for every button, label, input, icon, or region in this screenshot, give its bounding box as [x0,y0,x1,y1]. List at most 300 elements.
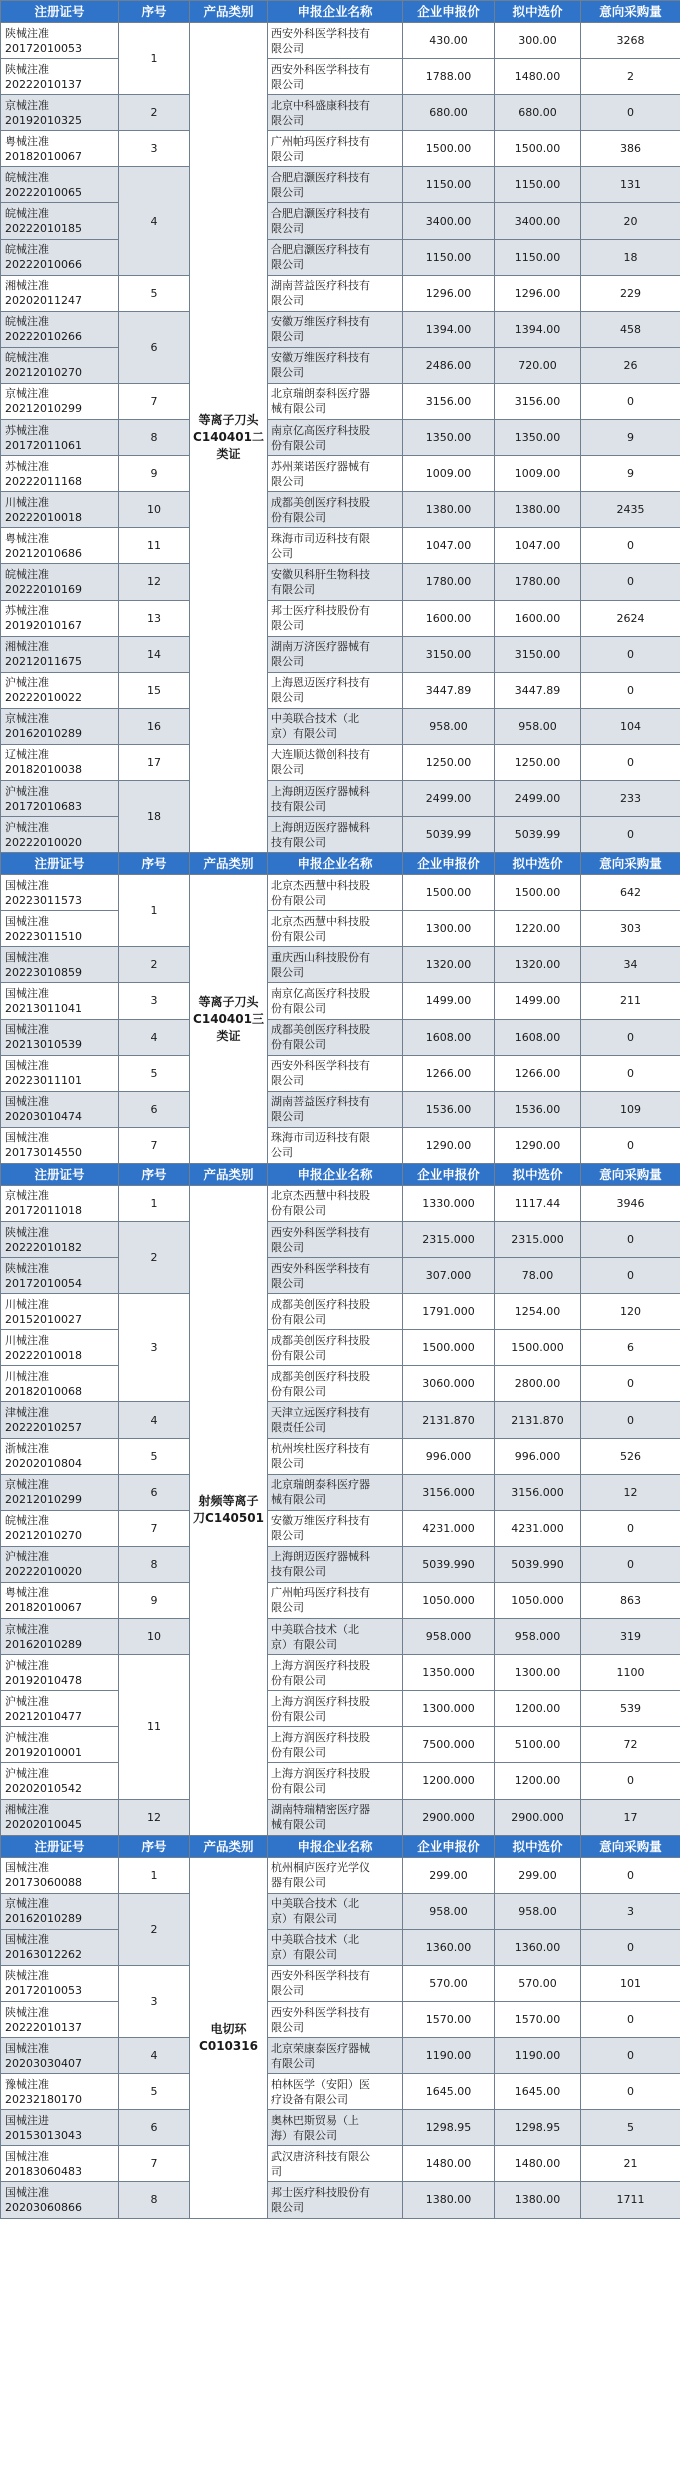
declared-price-cell: 1380.00 [403,492,495,528]
purchase-volume-cell: 109 [581,1091,680,1127]
table-row [1,744,680,780]
selected-price-cell: 1190.00 [495,2038,581,2074]
column-header: 拟中选价 [495,1,581,23]
purchase-volume-cell: 5 [581,2110,680,2146]
table-row [1,1330,680,1366]
purchase-volume-cell: 0 [581,1055,680,1091]
table-row [1,2038,680,2074]
selected-price-cell: 1250.00 [495,744,581,780]
purchase-volume-cell: 458 [581,311,680,347]
purchase-volume-cell: 0 [581,564,680,600]
sequence-cell: 10 [119,492,190,528]
selected-price-cell: 1480.00 [495,59,581,95]
column-header: 意向采购量 [581,1163,680,1185]
company-name-cell: 珠海市司迈科技有限 公司 [268,1127,403,1163]
table-row [1,2146,680,2182]
registration-number-cell: 国械注准 20213010539 [1,1019,119,1055]
purchase-volume-cell: 233 [581,780,680,816]
purchase-volume-cell: 9 [581,420,680,456]
registration-number-cell: 皖械注准 20222010266 [1,311,119,347]
table-row [1,131,680,167]
selected-price-cell: 958.00 [495,708,581,744]
table-row [1,708,680,744]
declared-price-cell: 5039.990 [403,1546,495,1582]
registration-number-cell: 京械注准 20162010289 [1,708,119,744]
company-name-cell: 重庆西山科技股份有 限公司 [268,947,403,983]
purchase-volume-cell: 3946 [581,1185,680,1221]
selected-price-cell: 1380.00 [495,492,581,528]
table-row [1,347,680,383]
selected-price-cell: 1296.00 [495,275,581,311]
declared-price-cell: 307.000 [403,1258,495,1294]
declared-price-cell: 1298.95 [403,2110,495,2146]
registration-number-cell: 国械注准 20223011510 [1,911,119,947]
sequence-cell: 8 [119,2182,190,2218]
registration-number-cell: 国械注准 20163012262 [1,1929,119,1965]
registration-number-cell: 川械注准 20182010068 [1,1366,119,1402]
declared-price-cell: 996.000 [403,1438,495,1474]
header-row [1,1163,680,1185]
declared-price-cell: 299.00 [403,1857,495,1893]
declared-price-cell: 2499.00 [403,780,495,816]
table-row [1,2074,680,2110]
sequence-cell: 5 [119,2074,190,2110]
sequence-cell: 3 [119,1294,190,1402]
table-row [1,1438,680,1474]
column-header: 拟中选价 [495,1163,581,1185]
declared-price-cell: 1608.00 [403,1019,495,1055]
registration-number-cell: 川械注准 20222010018 [1,1330,119,1366]
declared-price-cell: 430.00 [403,23,495,59]
purchase-volume-cell: 17 [581,1799,680,1835]
purchase-volume-cell: 1711 [581,2182,680,2218]
selected-price-cell: 299.00 [495,1857,581,1893]
company-name-cell: 成都美创医疗科技股 份有限公司 [268,1294,403,1330]
registration-number-cell: 皖械注准 20222010169 [1,564,119,600]
table-body [1,1,680,2219]
purchase-volume-cell: 303 [581,911,680,947]
registration-number-cell: 皖械注准 20222010185 [1,203,119,239]
declared-price-cell: 1300.00 [403,911,495,947]
registration-number-cell: 京械注准 20162010289 [1,1893,119,1929]
purchase-volume-cell: 26 [581,347,680,383]
sequence-cell: 11 [119,528,190,564]
sequence-cell: 8 [119,1546,190,1582]
selected-price-cell: 958.000 [495,1619,581,1655]
table-row [1,2001,680,2037]
sequence-cell: 12 [119,564,190,600]
selected-price-cell: 1200.00 [495,1691,581,1727]
registration-number-cell: 辽械注准 20182010038 [1,744,119,780]
declared-price-cell: 1250.00 [403,744,495,780]
selected-price-cell: 1500.00 [495,131,581,167]
declared-price-cell: 5039.99 [403,817,495,853]
company-name-cell: 奥林巴斯贸易（上 海）有限公司 [268,2110,403,2146]
purchase-volume-cell: 20 [581,203,680,239]
company-name-cell: 西安外科医学科技有 限公司 [268,1055,403,1091]
table-row [1,528,680,564]
declared-price-cell: 2900.000 [403,1799,495,1835]
company-name-cell: 湖南特瑞精密医疗器 械有限公司 [268,1799,403,1835]
table-row [1,1691,680,1727]
sequence-cell: 16 [119,708,190,744]
declared-price-cell: 1500.000 [403,1330,495,1366]
selected-price-cell: 3150.00 [495,636,581,672]
purchase-volume-cell: 0 [581,636,680,672]
registration-number-cell: 湘械注准 20202011247 [1,275,119,311]
header-row [1,1,680,23]
selected-price-cell: 1380.00 [495,2182,581,2218]
company-name-cell: 西安外科医学科技有 限公司 [268,1965,403,2001]
declared-price-cell: 1788.00 [403,59,495,95]
column-header: 申报企业名称 [268,853,403,875]
table-row [1,1546,680,1582]
registration-number-cell: 陕械注准 20222010182 [1,1222,119,1258]
selected-price-cell: 570.00 [495,1965,581,2001]
sequence-cell: 6 [119,1091,190,1127]
column-header: 产品类别 [190,853,268,875]
registration-number-cell: 京械注准 20212010299 [1,383,119,419]
purchase-volume-cell: 0 [581,1546,680,1582]
column-header: 企业申报价 [403,1163,495,1185]
declared-price-cell: 1350.00 [403,420,495,456]
table-row [1,456,680,492]
registration-number-cell: 苏械注准 20192010167 [1,600,119,636]
sequence-cell: 7 [119,1127,190,1163]
company-name-cell: 广州帕玛医疗科技有 限公司 [268,1582,403,1618]
table-row [1,875,680,911]
selected-price-cell: 1570.00 [495,2001,581,2037]
declared-price-cell: 1645.00 [403,2074,495,2110]
company-name-cell: 北京中科盛康科技有 限公司 [268,95,403,131]
registration-number-cell: 粤械注准 20182010067 [1,131,119,167]
registration-number-cell: 苏械注准 20172011061 [1,420,119,456]
sequence-cell: 9 [119,456,190,492]
table-row [1,1127,680,1163]
column-header: 拟中选价 [495,1835,581,1857]
company-name-cell: 合肥启灏医疗科技有 限公司 [268,239,403,275]
company-name-cell: 上海朗迈医疗器械科 技有限公司 [268,780,403,816]
registration-number-cell: 苏械注准 20222011168 [1,456,119,492]
selected-price-cell: 1600.00 [495,600,581,636]
table-row [1,1619,680,1655]
company-name-cell: 北京杰西慧中科技股 份有限公司 [268,1185,403,1221]
registration-number-cell: 京械注准 20192010325 [1,95,119,131]
registration-number-cell: 沪械注准 20202010542 [1,1763,119,1799]
table-row [1,1019,680,1055]
purchase-volume-cell: 642 [581,875,680,911]
company-name-cell: 成都美创医疗科技股 份有限公司 [268,1366,403,1402]
column-header: 注册证号 [1,853,119,875]
purchase-volume-cell: 386 [581,131,680,167]
table-row [1,239,680,275]
declared-price-cell: 3156.000 [403,1474,495,1510]
table-row [1,420,680,456]
company-name-cell: 上海方润医疗科技股 份有限公司 [268,1727,403,1763]
registration-number-cell: 国械注准 20213011041 [1,983,119,1019]
table-row [1,672,680,708]
company-name-cell: 柏林医学（安阳）医 疗设备有限公司 [268,2074,403,2110]
sequence-cell: 5 [119,275,190,311]
table-row [1,1366,680,1402]
declared-price-cell: 958.00 [403,1893,495,1929]
column-header: 申报企业名称 [268,1163,403,1185]
selected-price-cell: 2900.000 [495,1799,581,1835]
registration-number-cell: 国械注准 20223011573 [1,875,119,911]
column-header: 产品类别 [190,1163,268,1185]
sequence-cell: 17 [119,744,190,780]
selected-price-cell: 78.00 [495,1258,581,1294]
selected-price-cell: 2131.870 [495,1402,581,1438]
table-row [1,564,680,600]
purchase-volume-cell: 0 [581,1510,680,1546]
purchase-volume-cell: 3 [581,1893,680,1929]
sequence-cell: 4 [119,167,190,275]
company-name-cell: 邦士医疗科技股份有 限公司 [268,600,403,636]
declared-price-cell: 3400.00 [403,203,495,239]
sequence-cell: 2 [119,1893,190,1965]
declared-price-cell: 1499.00 [403,983,495,1019]
purchase-volume-cell: 131 [581,167,680,203]
declared-price-cell: 1150.00 [403,239,495,275]
sequence-cell: 5 [119,1055,190,1091]
table-row [1,1402,680,1438]
column-header: 企业申报价 [403,853,495,875]
declared-price-cell: 1296.00 [403,275,495,311]
purchase-volume-cell: 34 [581,947,680,983]
registration-number-cell: 国械注准 20173014550 [1,1127,119,1163]
selected-price-cell: 2499.00 [495,780,581,816]
selected-price-cell: 958.00 [495,1893,581,1929]
declared-price-cell: 1200.000 [403,1763,495,1799]
declared-price-cell: 1394.00 [403,311,495,347]
table-row [1,1799,680,1835]
company-name-cell: 安徽贝科肝生物科技 有限公司 [268,564,403,600]
table-row [1,1857,680,1893]
table-row [1,275,680,311]
purchase-volume-cell: 0 [581,744,680,780]
company-name-cell: 湖南菩益医疗科技有 限公司 [268,275,403,311]
table-row [1,983,680,1019]
sequence-cell: 1 [119,23,190,95]
registration-number-cell: 粤械注准 20212010686 [1,528,119,564]
declared-price-cell: 2131.870 [403,1402,495,1438]
purchase-volume-cell: 72 [581,1727,680,1763]
table-row [1,59,680,95]
company-name-cell: 中美联合技术（北 京）有限公司 [268,1893,403,1929]
table-row [1,1655,680,1691]
registration-number-cell: 粤械注准 20182010067 [1,1582,119,1618]
selected-price-cell: 300.00 [495,23,581,59]
column-header: 序号 [119,1163,190,1185]
header-row [1,1835,680,1857]
company-name-cell: 上海朗迈医疗器械科 技有限公司 [268,1546,403,1582]
product-category-cell: 电切环 C010316 [190,1857,268,2218]
selected-price-cell: 1500.00 [495,875,581,911]
purchase-volume-cell: 0 [581,95,680,131]
product-category-cell: 等离子刀头 C140401三 类证 [190,875,268,1164]
purchase-volume-cell: 0 [581,817,680,853]
registration-number-cell: 国械注准 20223010859 [1,947,119,983]
sequence-cell: 3 [119,1965,190,2037]
declared-price-cell: 1047.00 [403,528,495,564]
registration-number-cell: 皖械注准 20222010066 [1,239,119,275]
selected-price-cell: 1500.000 [495,1330,581,1366]
company-name-cell: 邦士医疗科技股份有 限公司 [268,2182,403,2218]
declared-price-cell: 1330.000 [403,1185,495,1221]
selected-price-cell: 5039.99 [495,817,581,853]
table-row [1,1510,680,1546]
declared-price-cell: 1050.000 [403,1582,495,1618]
sequence-cell: 1 [119,1857,190,1893]
sequence-cell: 3 [119,983,190,1019]
company-name-cell: 上海方润医疗科技股 份有限公司 [268,1763,403,1799]
table-row [1,817,680,853]
selected-price-cell: 1254.00 [495,1294,581,1330]
table-row [1,1763,680,1799]
table-row [1,1258,680,1294]
registration-number-cell: 皖械注准 20212010270 [1,1510,119,1546]
table-row [1,947,680,983]
registration-number-cell: 国械注准 20173060088 [1,1857,119,1893]
declared-price-cell: 3156.00 [403,383,495,419]
company-name-cell: 中美联合技术（北 京）有限公司 [268,1619,403,1655]
declared-price-cell: 1536.00 [403,1091,495,1127]
sequence-cell: 2 [119,947,190,983]
selected-price-cell: 1480.00 [495,2146,581,2182]
company-name-cell: 安徽万维医疗科技有 限公司 [268,1510,403,1546]
declared-price-cell: 1320.00 [403,947,495,983]
purchase-volume-cell: 863 [581,1582,680,1618]
declared-price-cell: 7500.000 [403,1727,495,1763]
selected-price-cell: 3400.00 [495,203,581,239]
company-name-cell: 成都美创医疗科技股 份有限公司 [268,1330,403,1366]
table-row [1,1893,680,1929]
table-row [1,1055,680,1091]
declared-price-cell: 1791.000 [403,1294,495,1330]
declared-price-cell: 1266.00 [403,1055,495,1091]
table-row [1,492,680,528]
selected-price-cell: 1220.00 [495,911,581,947]
registration-number-cell: 国械注准 20203010474 [1,1091,119,1127]
registration-number-cell: 沪械注准 20192010478 [1,1655,119,1691]
sequence-cell: 7 [119,383,190,419]
table-row [1,2110,680,2146]
purchase-volume-cell: 0 [581,1763,680,1799]
purchase-volume-cell: 0 [581,672,680,708]
company-name-cell: 西安外科医学科技有 限公司 [268,1222,403,1258]
column-header: 企业申报价 [403,1,495,23]
registration-number-cell: 陕械注准 20172010053 [1,1965,119,2001]
table-row [1,1294,680,1330]
purchase-volume-cell: 104 [581,708,680,744]
sequence-cell: 8 [119,420,190,456]
registration-number-cell: 陕械注准 20172010054 [1,1258,119,1294]
selected-price-cell: 1266.00 [495,1055,581,1091]
purchase-volume-cell: 18 [581,239,680,275]
selected-price-cell: 1298.95 [495,2110,581,2146]
purchase-volume-cell: 0 [581,1857,680,1893]
table-row [1,23,680,59]
selected-price-cell: 5039.990 [495,1546,581,1582]
column-header: 注册证号 [1,1163,119,1185]
declared-price-cell: 3060.000 [403,1366,495,1402]
declared-price-cell: 1360.00 [403,1929,495,1965]
company-name-cell: 上海恩迈医疗科技有 限公司 [268,672,403,708]
company-name-cell: 北京瑞朗泰科医疗器 械有限公司 [268,1474,403,1510]
registration-number-cell: 沪械注准 20222010020 [1,817,119,853]
sequence-cell: 15 [119,672,190,708]
selected-price-cell: 680.00 [495,95,581,131]
column-header: 序号 [119,1835,190,1857]
selected-price-cell: 1608.00 [495,1019,581,1055]
purchase-volume-cell: 319 [581,1619,680,1655]
purchase-volume-cell: 0 [581,1929,680,1965]
company-name-cell: 合肥启灏医疗科技有 限公司 [268,203,403,239]
header-row [1,853,680,875]
selected-price-cell: 5100.00 [495,1727,581,1763]
registration-number-cell: 皖械注准 20212010270 [1,347,119,383]
declared-price-cell: 1009.00 [403,456,495,492]
column-header: 申报企业名称 [268,1835,403,1857]
declared-price-cell: 570.00 [403,1965,495,2001]
declared-price-cell: 958.00 [403,708,495,744]
declared-price-cell: 4231.000 [403,1510,495,1546]
purchase-volume-cell: 3268 [581,23,680,59]
product-category-cell: 射频等离子 刀C140501 [190,1185,268,1835]
column-header: 产品类别 [190,1,268,23]
selected-price-cell: 1320.00 [495,947,581,983]
selected-price-cell: 3156.000 [495,1474,581,1510]
sequence-cell: 7 [119,2146,190,2182]
selected-price-cell: 1047.00 [495,528,581,564]
purchase-volume-cell: 0 [581,1402,680,1438]
column-header: 意向采购量 [581,853,680,875]
table-row [1,383,680,419]
selected-price-cell: 1645.00 [495,2074,581,2110]
purchase-volume-cell: 229 [581,275,680,311]
purchase-volume-cell: 211 [581,983,680,1019]
company-name-cell: 上海朗迈医疗器械科 技有限公司 [268,817,403,853]
selected-price-cell: 2800.00 [495,1366,581,1402]
registration-number-cell: 沪械注准 20192010001 [1,1727,119,1763]
selected-price-cell: 1499.00 [495,983,581,1019]
registration-number-cell: 京械注准 20162010289 [1,1619,119,1655]
registration-number-cell: 国械注准 20203060866 [1,2182,119,2218]
column-header: 意向采购量 [581,1835,680,1857]
declared-price-cell: 1190.00 [403,2038,495,2074]
table-row [1,1929,680,1965]
sequence-cell: 2 [119,1222,190,1294]
column-header: 申报企业名称 [268,1,403,23]
column-header: 拟中选价 [495,853,581,875]
company-name-cell: 安徽万维医疗科技有 限公司 [268,311,403,347]
table-row [1,780,680,816]
purchase-volume-cell: 0 [581,2038,680,2074]
declared-price-cell: 1350.000 [403,1655,495,1691]
company-name-cell: 南京亿高医疗科技股 份有限公司 [268,983,403,1019]
company-name-cell: 北京荣康泰医疗器械 有限公司 [268,2038,403,2074]
company-name-cell: 北京杰西慧中科技股 份有限公司 [268,875,403,911]
selected-price-cell: 2315.000 [495,1222,581,1258]
selected-price-cell: 1300.00 [495,1655,581,1691]
column-header: 企业申报价 [403,1835,495,1857]
registration-number-cell: 川械注准 20152010027 [1,1294,119,1330]
registration-number-cell: 沪械注准 20222010020 [1,1546,119,1582]
selected-price-cell: 1360.00 [495,1929,581,1965]
sequence-cell: 10 [119,1619,190,1655]
sequence-cell: 7 [119,1510,190,1546]
